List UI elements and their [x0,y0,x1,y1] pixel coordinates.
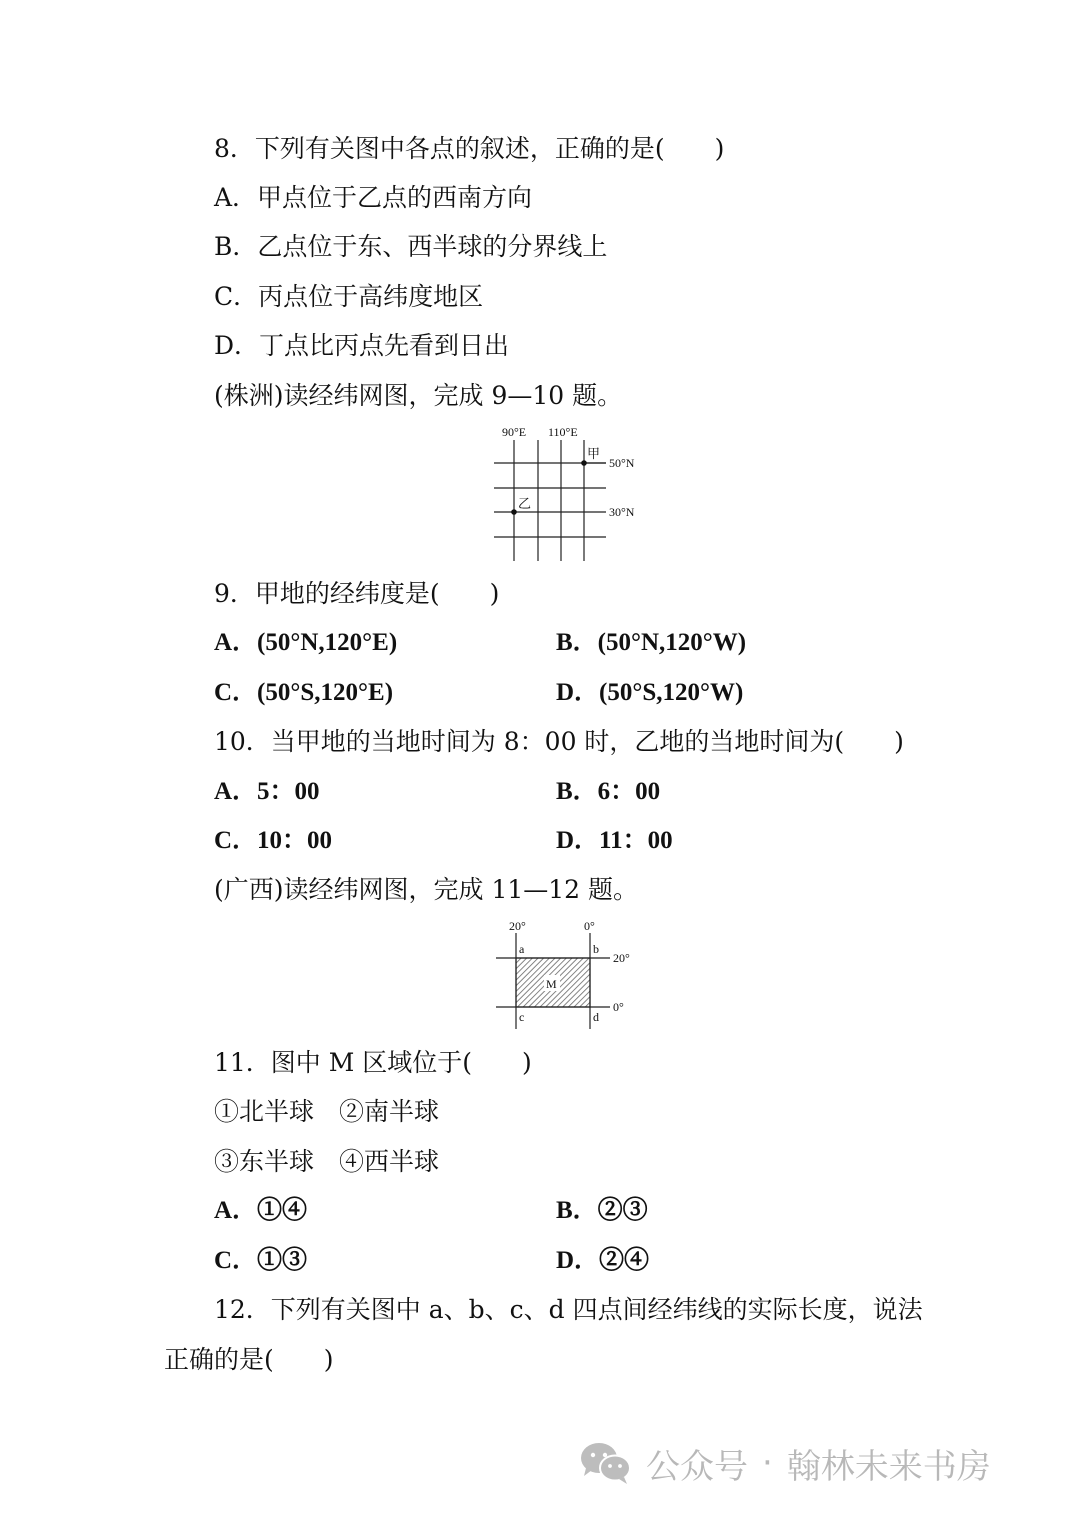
intro-9-10: (株洲)读经纬网图，完成 9—10 题。 [214,381,623,410]
lat-label-50n: 50°N [609,456,635,470]
lat-label-0: 0° [613,1000,624,1014]
question-8-option-b: B．乙点位于东、西半球的分界线上 [214,232,608,261]
question-9-stem: 9．甲地的经纬度是( ) [214,579,500,608]
intro-11-12: (广西)读经纬网图，完成 11—12 题。 [214,875,639,904]
question-10-option-b: B．6：00 [556,778,661,805]
question-10-option-a: A．5：00 [214,778,320,805]
watermark-account: 翰林未来书房 [786,1446,991,1487]
region-m-label: M [546,977,557,991]
lon-label-110e: 110°E [548,425,578,439]
question-10-option-d: D．11：00 [556,827,673,854]
lon-label-20: 20° [509,919,526,933]
question-8-option-c: C．丙点位于高纬度地区 [214,282,484,311]
point-yi [511,509,517,515]
point-jia [581,460,587,466]
question-11-choices-row-2: ③东半球 ④西半球 [214,1147,440,1176]
question-8-option-d: D．丁点比丙点先看到日出 [214,331,510,360]
question-9-option-d: D．(50°S,120°W) [556,679,744,706]
lat-lon-grid-figure-2 [490,915,650,1035]
question-10-stem: 10．当甲地的当地时间为 8：00 时，乙地的当地时间为( ) [214,727,904,756]
watermark [578,1438,991,1488]
watermark-separator: · [762,1443,773,1483]
watermark-label: 公众号 [646,1446,748,1487]
question-8-stem: 8．下列有关图中各点的叙述，正确的是( ) [214,134,725,163]
question-11-stem: 11．图中 M 区域位于( ) [214,1048,532,1077]
lat-label-20: 20° [613,951,630,965]
question-9-option-c: C．(50°S,120°E) [214,679,394,706]
question-11-option-a: A．①④ [214,1197,308,1224]
lon-label-90e: 90°E [502,425,527,439]
question-11-choices-row-1: ①北半球 ②南半球 [214,1097,440,1126]
question-9-option-b: B．(50°N,120°W) [556,629,747,656]
corner-d-label: d [593,1010,599,1024]
corner-a-label: a [519,942,525,956]
question-11-option-d: D．②④ [556,1247,650,1274]
question-12-stem-line-1: 12．下列有关图中 a、b、c、d 四点间经纬线的实际长度，说法 [214,1295,923,1324]
question-11-option-c: C．①③ [214,1247,308,1274]
point-yi-label: 乙 [518,496,532,511]
question-12-stem-line-2: 正确的是( ) [164,1345,334,1374]
lat-label-30n: 30°N [609,505,635,519]
question-8-option-a: A．甲点位于乙点的西南方向 [214,183,533,212]
point-jia-label: 甲 [587,446,601,461]
lat-lon-grid-figure-1 [480,420,660,565]
question-10-option-c: C．10：00 [214,827,333,854]
wechat-icon [578,1440,634,1486]
question-9-option-a: A．(50°N,120°E) [214,629,398,656]
lon-label-0: 0° [584,919,595,933]
corner-b-label: b [593,942,599,956]
corner-c-label: c [519,1010,525,1024]
question-11-option-b: B．②③ [556,1197,648,1224]
